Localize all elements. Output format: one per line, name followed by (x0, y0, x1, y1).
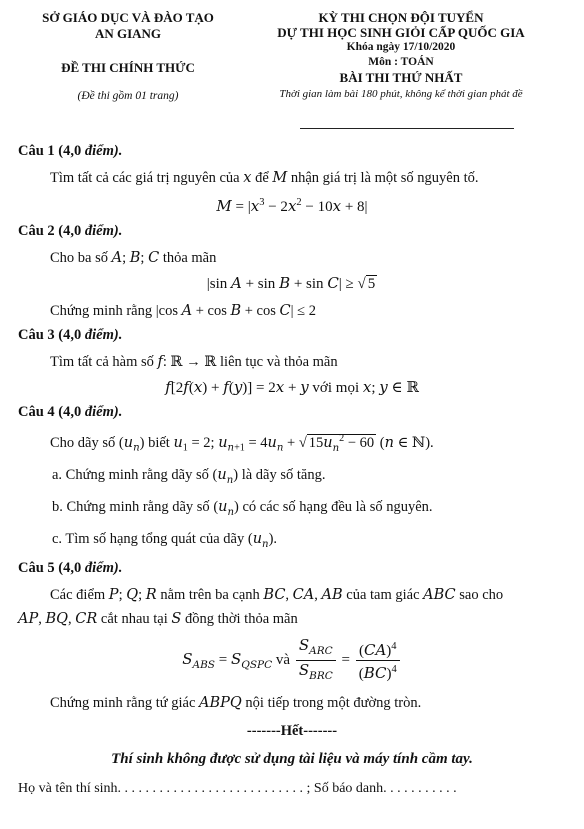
pages-note: (Đề thi gồm 01 trang) (77, 90, 179, 102)
dept-line1: SỞ GIÁO DỤC VÀ ĐÀO TẠO (42, 10, 214, 25)
exam-date: Khóa ngày 17/10/2020 (346, 41, 456, 53)
exam-title1: KỲ THI CHỌN ĐỘI TUYỂN (318, 10, 484, 25)
header-divider (300, 128, 514, 129)
q5-formula: $S_{ABS} = S_{QSPC}$ và $\frac{S_{ARC}}{S_{BRC}}$ = $\frac{(CA)^4}{(BC)^4}$ (18, 636, 566, 685)
exam-rule: Thí sinh không được sử dụng tài liệu và máy tính cầm tay. (111, 751, 473, 768)
q1-heading: Câu 1 (4,0 điểm). (18, 143, 123, 159)
header-right (228, 10, 574, 102)
q4-part-c: c. Tìm số hạng tổng quát của dãy $(u_n)$. (52, 530, 278, 550)
q5-text2: AP, BQ, CR cắt nhau tại S đồng thời thỏa mãn (18, 611, 298, 628)
q4-part-b: b. Chứng minh rằng dãy số $(u_n)$ có các số hạng đều là số nguyên. (52, 498, 433, 518)
q4-part-a: a. Chứng minh rằng dãy số $(u_n)$ là dãy số tăng. (52, 466, 326, 486)
q1-formula: $M = |x^3 - 2x^2 - 10x + 8|$ (216, 197, 368, 215)
q4-heading: Câu 4 (4,0 điểm). (18, 404, 123, 420)
q3-heading: Câu 3 (4,0 điểm). (18, 327, 123, 343)
q2-formula: |sin A + sin B + sin C| ≥ √ 5 (206, 274, 376, 292)
q2-text: Cho ba số A; B; C thỏa mãn (50, 250, 217, 266)
header-left (18, 10, 238, 104)
official-label: ĐỀ THI CHÍNH THỨC (61, 60, 195, 75)
end-marker: -------Hết------- (246, 723, 338, 740)
exam-title2: DỰ THI HỌC SINH GIỎI CẤP QUỐC GIA (277, 25, 525, 40)
fraction-ca-bc: $\frac{(CA)^4}{(BC)^4}$ (356, 638, 400, 683)
q2-heading: Câu 2 (4,0 điểm). (18, 223, 123, 239)
q5-heading: Câu 5 (4,0 điểm). (18, 560, 123, 577)
candidate-info: Họ và tên thí sinh. . . . . . . . . . . . . . . . . . . . . . . . . . . ; Số báo danh. . . . . . . . . . . (18, 781, 457, 797)
exam-body (18, 142, 566, 798)
exam-session: BÀI THI THỨ NHẤT (339, 70, 463, 85)
q5-prove: Chứng minh rằng tứ giác ABPQ nội tiếp trong một đường tròn. (50, 695, 422, 712)
q3-text: Tìm tất cả hàm số f: ℝ → ℝ liên tục và thỏa mãn (50, 354, 338, 370)
q1-text: Tìm tất cả các giá trị nguyên của x để M nhận giá trị là một số nguyên tố. (50, 170, 479, 186)
q5-text: Các điểm P; Q; R nằm trên ba cạnh BC, CA, AB của tam giác ABC sao cho (50, 587, 504, 604)
q4-text: Cho dãy số $(u_n)$ biết $u_1 = 2$; $u_{n+1} = 4u_n$ + √ $15u_n^2 - 60$ (n ∈ ℕ). (50, 433, 434, 454)
dept-line2: AN GIANG (94, 26, 162, 41)
fraction-s: $\frac{S_{ARC}}{S_{BRC}}$ (296, 636, 336, 685)
exam-subject: Môn : TOÁN (368, 56, 434, 68)
q3-formula: f[2f(x) + f(y)] = 2x + y với mọi x; y ∈ ℝ (165, 378, 419, 396)
time-note: Thời gian làm bài 180 phút, không kể thời gian phát đề (279, 88, 523, 100)
q2-prove: Chứng minh rằng |cos A + cos B + cos C| ≤ 2 (50, 303, 316, 319)
